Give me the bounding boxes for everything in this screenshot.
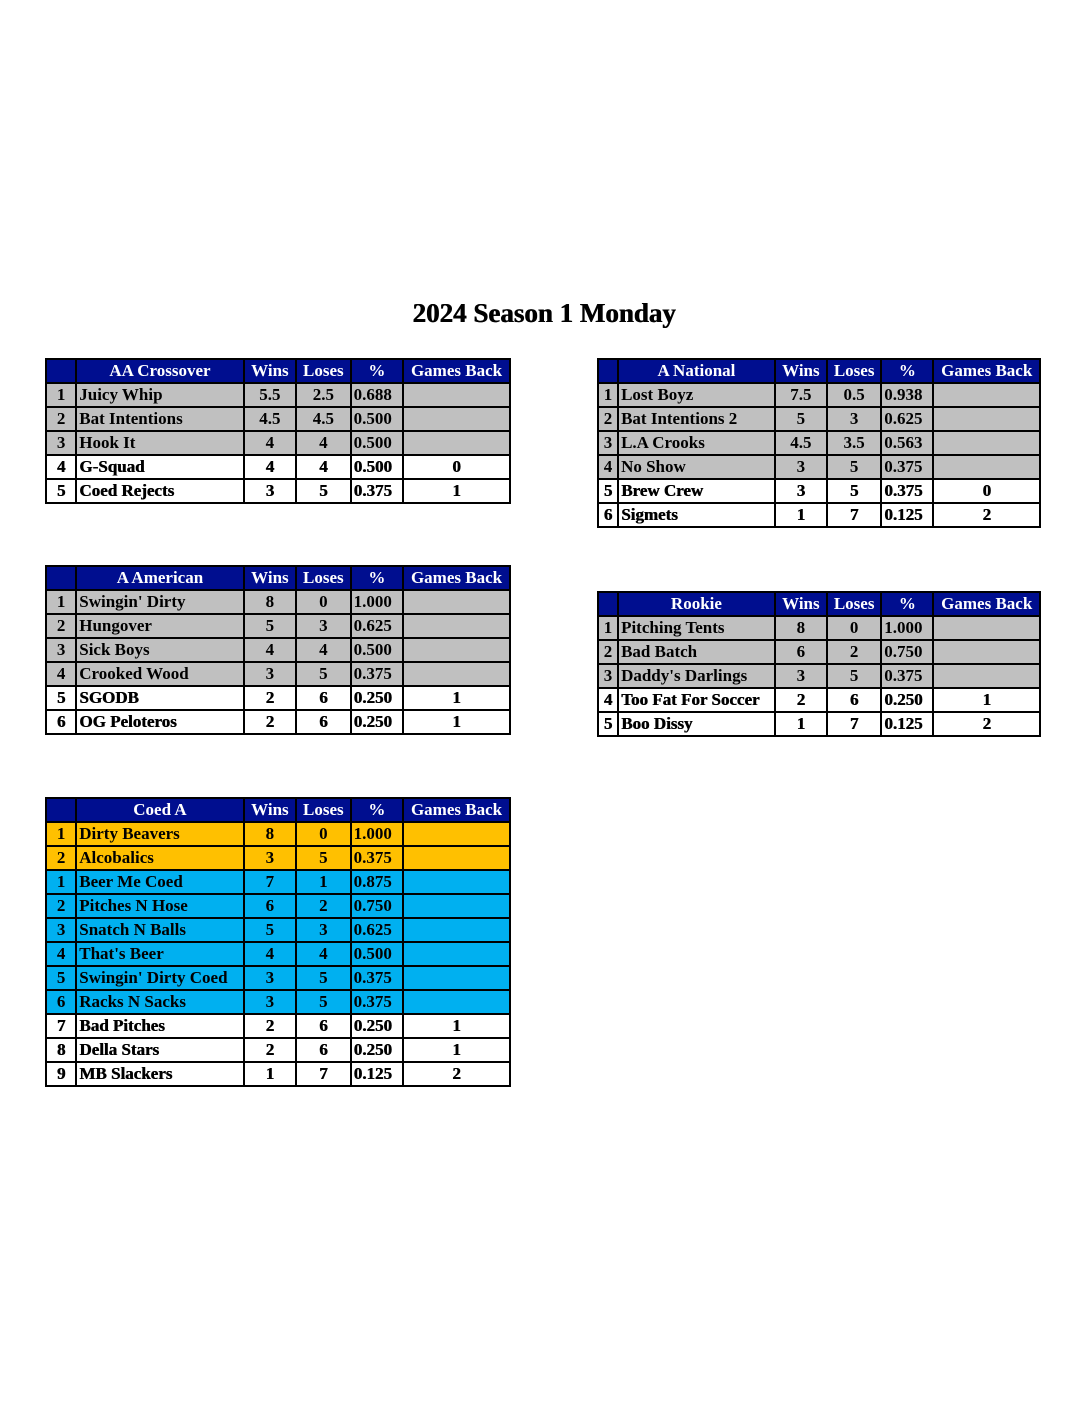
pct-cell: 0.375 <box>351 966 403 990</box>
table-row <box>598 479 1040 503</box>
pct-cell: 0.375 <box>351 479 403 503</box>
rank-cell: 1 <box>46 822 76 846</box>
pct-cell: 0.563 <box>881 431 933 455</box>
header-row <box>598 592 1040 616</box>
pct-cell: 0.500 <box>351 455 403 479</box>
pct-header: % <box>881 359 933 383</box>
pct-cell: 0.250 <box>881 688 933 712</box>
table-row <box>598 664 1040 688</box>
wins-header: Wins <box>244 566 296 590</box>
wins-cell: 3 <box>244 662 296 686</box>
rank-cell: 7 <box>46 1014 76 1038</box>
games-back-cell: 1 <box>403 710 510 734</box>
pct-cell: 1.000 <box>351 822 403 846</box>
wins-cell: 4 <box>244 638 296 662</box>
games-back-cell <box>403 662 510 686</box>
wins-cell: 2 <box>244 710 296 734</box>
games-back-cell <box>403 638 510 662</box>
wins-cell: 3 <box>775 664 827 688</box>
standings-table-coed-a <box>45 797 511 1087</box>
team-name: Swingin' Dirty <box>76 590 243 614</box>
wins-header: Wins <box>775 592 827 616</box>
pct-cell: 0.125 <box>351 1062 403 1086</box>
wins-cell: 4.5 <box>775 431 827 455</box>
loses-cell: 3 <box>296 614 350 638</box>
loses-cell: 6 <box>296 1038 350 1062</box>
loses-cell: 6 <box>827 688 881 712</box>
games-back-cell: 1 <box>933 688 1040 712</box>
rank-cell: 4 <box>46 662 76 686</box>
rank-header <box>598 359 618 383</box>
pct-cell: 1.000 <box>351 590 403 614</box>
rank-header <box>598 592 618 616</box>
division-name: A National <box>618 359 775 383</box>
team-name: Bad Pitches <box>76 1014 243 1038</box>
team-name: Dirty Beavers <box>76 822 243 846</box>
rank-cell: 1 <box>46 870 76 894</box>
table-row <box>598 431 1040 455</box>
wins-cell: 4.5 <box>244 407 296 431</box>
games-back-cell <box>933 640 1040 664</box>
table-row <box>46 846 510 870</box>
team-name: Racks N Sacks <box>76 990 243 1014</box>
wins-cell: 3 <box>775 479 827 503</box>
table-row <box>598 407 1040 431</box>
table-row <box>46 590 510 614</box>
loses-cell: 3 <box>827 407 881 431</box>
games-back-header: Games Back <box>403 798 510 822</box>
loses-cell: 7 <box>827 503 881 527</box>
pct-cell: 0.375 <box>351 846 403 870</box>
rank-cell: 1 <box>598 616 618 640</box>
wins-cell: 6 <box>775 640 827 664</box>
wins-cell: 3 <box>244 966 296 990</box>
rank-cell: 1 <box>46 590 76 614</box>
pct-cell: 0.500 <box>351 638 403 662</box>
team-name: Too Fat For Soccer <box>618 688 775 712</box>
loses-cell: 3.5 <box>827 431 881 455</box>
loses-cell: 2.5 <box>296 383 350 407</box>
loses-cell: 5 <box>827 455 881 479</box>
team-name: Lost Boyz <box>618 383 775 407</box>
wins-cell: 7 <box>244 870 296 894</box>
loses-header: Loses <box>827 592 881 616</box>
table-row <box>46 942 510 966</box>
rank-header <box>46 566 76 590</box>
games-back-cell <box>403 614 510 638</box>
loses-cell: 6 <box>296 1014 350 1038</box>
wins-cell: 1 <box>775 712 827 736</box>
rank-cell: 2 <box>598 407 618 431</box>
loses-cell: 3 <box>296 918 350 942</box>
wins-header: Wins <box>244 798 296 822</box>
division-name: Rookie <box>618 592 775 616</box>
wins-cell: 4 <box>244 942 296 966</box>
games-back-cell <box>403 918 510 942</box>
rank-cell: 5 <box>598 479 618 503</box>
page-title: 2024 Season 1 Monday <box>412 298 676 328</box>
games-back-header: Games Back <box>403 359 510 383</box>
loses-cell: 7 <box>827 712 881 736</box>
pct-cell: 0.500 <box>351 407 403 431</box>
games-back-cell <box>933 383 1040 407</box>
wins-cell: 8 <box>775 616 827 640</box>
table-row <box>46 990 510 1014</box>
games-back-cell <box>403 894 510 918</box>
games-back-cell <box>403 383 510 407</box>
pct-cell: 0.375 <box>881 479 933 503</box>
pct-cell: 0.125 <box>881 503 933 527</box>
pct-cell: 0.250 <box>351 710 403 734</box>
table-row <box>46 822 510 846</box>
wins-cell: 8 <box>244 822 296 846</box>
table-row <box>598 712 1040 736</box>
rank-cell: 8 <box>46 1038 76 1062</box>
loses-cell: 0 <box>296 822 350 846</box>
table-row <box>46 686 510 710</box>
games-back-header: Games Back <box>933 592 1040 616</box>
team-name: OG Peloteros <box>76 710 243 734</box>
loses-cell: 5 <box>296 990 350 1014</box>
table-row <box>46 638 510 662</box>
team-name: Bad Batch <box>618 640 775 664</box>
games-back-cell <box>933 664 1040 688</box>
rank-cell: 3 <box>46 638 76 662</box>
pct-cell: 0.250 <box>351 1014 403 1038</box>
rank-cell: 2 <box>46 407 76 431</box>
games-back-cell <box>403 870 510 894</box>
wins-cell: 5 <box>775 407 827 431</box>
table-row <box>46 455 510 479</box>
standings-table-a-national <box>597 358 1041 528</box>
table-row <box>46 1014 510 1038</box>
games-back-cell: 2 <box>933 503 1040 527</box>
team-name: Swingin' Dirty Coed <box>76 966 243 990</box>
pct-cell: 0.250 <box>351 1038 403 1062</box>
wins-cell: 3 <box>244 990 296 1014</box>
pct-cell: 0.688 <box>351 383 403 407</box>
table-row <box>46 662 510 686</box>
rank-cell: 6 <box>46 710 76 734</box>
rank-cell: 2 <box>46 614 76 638</box>
team-name: Della Stars <box>76 1038 243 1062</box>
rank-cell: 1 <box>598 383 618 407</box>
loses-cell: 5 <box>827 664 881 688</box>
rank-cell: 3 <box>46 918 76 942</box>
rank-cell: 4 <box>598 455 618 479</box>
header-row <box>598 359 1040 383</box>
wins-cell: 2 <box>244 1014 296 1038</box>
team-name: Beer Me Coed <box>76 870 243 894</box>
team-name: Coed Rejects <box>76 479 243 503</box>
loses-header: Loses <box>296 566 350 590</box>
pct-cell: 0.625 <box>351 614 403 638</box>
games-back-cell <box>403 966 510 990</box>
loses-cell: 4 <box>296 638 350 662</box>
team-name: Pitching Tents <box>618 616 775 640</box>
wins-cell: 1 <box>244 1062 296 1086</box>
pct-cell: 0.375 <box>881 664 933 688</box>
games-back-cell <box>403 407 510 431</box>
pct-cell: 0.750 <box>351 894 403 918</box>
wins-cell: 8 <box>244 590 296 614</box>
table-row <box>46 710 510 734</box>
wins-cell: 3 <box>244 479 296 503</box>
games-back-cell: 2 <box>403 1062 510 1086</box>
team-name: G-Squad <box>76 455 243 479</box>
pct-cell: 0.125 <box>881 712 933 736</box>
pct-cell: 0.375 <box>351 990 403 1014</box>
team-name: No Show <box>618 455 775 479</box>
team-name: Bat Intentions 2 <box>618 407 775 431</box>
games-back-cell <box>933 431 1040 455</box>
games-back-cell <box>403 990 510 1014</box>
loses-header: Loses <box>827 359 881 383</box>
wins-cell: 4 <box>244 431 296 455</box>
team-name: SGODB <box>76 686 243 710</box>
table-row <box>46 966 510 990</box>
games-back-cell <box>403 822 510 846</box>
team-name: Hungover <box>76 614 243 638</box>
table-row <box>46 870 510 894</box>
games-back-cell <box>933 455 1040 479</box>
wins-cell: 3 <box>244 846 296 870</box>
rank-cell: 5 <box>46 966 76 990</box>
rank-cell: 5 <box>46 479 76 503</box>
pct-cell: 0.375 <box>881 455 933 479</box>
table-row <box>46 479 510 503</box>
team-name: Pitches N Hose <box>76 894 243 918</box>
division-name: Coed A <box>76 798 243 822</box>
loses-cell: 5 <box>827 479 881 503</box>
wins-cell: 7.5 <box>775 383 827 407</box>
rank-cell: 5 <box>46 686 76 710</box>
table-row <box>46 431 510 455</box>
team-name: Boo Dissy <box>618 712 775 736</box>
loses-cell: 6 <box>296 710 350 734</box>
pct-cell: 0.875 <box>351 870 403 894</box>
rank-cell: 6 <box>46 990 76 1014</box>
games-back-cell <box>403 431 510 455</box>
pct-cell: 0.625 <box>881 407 933 431</box>
table-row <box>46 918 510 942</box>
rank-cell: 2 <box>46 846 76 870</box>
team-name: Brew Crew <box>618 479 775 503</box>
standings-table-rookie <box>597 591 1041 737</box>
wins-cell: 1 <box>775 503 827 527</box>
pct-cell: 0.375 <box>351 662 403 686</box>
loses-cell: 0 <box>296 590 350 614</box>
pct-cell: 1.000 <box>881 616 933 640</box>
team-name: L.A Crooks <box>618 431 775 455</box>
pct-cell: 0.500 <box>351 942 403 966</box>
games-back-cell <box>403 590 510 614</box>
games-back-cell <box>403 942 510 966</box>
wins-cell: 2 <box>244 686 296 710</box>
rank-cell: 1 <box>46 383 76 407</box>
division-name: AA Crossover <box>76 359 243 383</box>
table-row <box>598 503 1040 527</box>
loses-cell: 1 <box>296 870 350 894</box>
loses-cell: 6 <box>296 686 350 710</box>
loses-cell: 2 <box>296 894 350 918</box>
table-row <box>598 688 1040 712</box>
loses-cell: 5 <box>296 479 350 503</box>
rank-cell: 4 <box>598 688 618 712</box>
rank-cell: 3 <box>46 431 76 455</box>
loses-cell: 0 <box>827 616 881 640</box>
rank-cell: 2 <box>46 894 76 918</box>
games-back-cell <box>933 616 1040 640</box>
loses-cell: 7 <box>296 1062 350 1086</box>
loses-cell: 0.5 <box>827 383 881 407</box>
wins-cell: 5 <box>244 614 296 638</box>
pct-header: % <box>351 798 403 822</box>
games-back-cell: 0 <box>933 479 1040 503</box>
wins-header: Wins <box>244 359 296 383</box>
team-name: Alcobalics <box>76 846 243 870</box>
header-row <box>46 566 510 590</box>
header-row <box>46 798 510 822</box>
team-name: Daddy's Darlings <box>618 664 775 688</box>
team-name: That's Beer <box>76 942 243 966</box>
team-name: Sick Boys <box>76 638 243 662</box>
pct-cell: 0.250 <box>351 686 403 710</box>
games-back-cell: 1 <box>403 1014 510 1038</box>
table-row <box>46 894 510 918</box>
wins-cell: 3 <box>775 455 827 479</box>
rank-cell: 4 <box>46 455 76 479</box>
rank-cell: 4 <box>46 942 76 966</box>
rank-cell: 6 <box>598 503 618 527</box>
rank-cell: 3 <box>598 431 618 455</box>
games-back-cell: 0 <box>403 455 510 479</box>
games-back-cell <box>403 846 510 870</box>
pct-header: % <box>351 566 403 590</box>
games-back-cell: 1 <box>403 686 510 710</box>
wins-cell: 2 <box>775 688 827 712</box>
table-row <box>46 383 510 407</box>
table-row <box>598 616 1040 640</box>
games-back-header: Games Back <box>933 359 1040 383</box>
wins-cell: 2 <box>244 1038 296 1062</box>
standings-table-a-american <box>45 565 511 735</box>
table-row <box>46 614 510 638</box>
header-row <box>46 359 510 383</box>
loses-cell: 4 <box>296 942 350 966</box>
pct-cell: 0.500 <box>351 431 403 455</box>
wins-cell: 4 <box>244 455 296 479</box>
table-row <box>598 640 1040 664</box>
team-name: Snatch N Balls <box>76 918 243 942</box>
team-name: Sigmets <box>618 503 775 527</box>
team-name: Bat Intentions <box>76 407 243 431</box>
games-back-cell <box>933 407 1040 431</box>
games-back-header: Games Back <box>403 566 510 590</box>
team-name: Juicy Whip <box>76 383 243 407</box>
rank-header <box>46 798 76 822</box>
division-name: A American <box>76 566 243 590</box>
table-row <box>46 1038 510 1062</box>
wins-cell: 6 <box>244 894 296 918</box>
table-row <box>46 1062 510 1086</box>
table-row <box>46 407 510 431</box>
loses-cell: 2 <box>827 640 881 664</box>
games-back-cell: 2 <box>933 712 1040 736</box>
table-row <box>598 383 1040 407</box>
pct-cell: 0.625 <box>351 918 403 942</box>
pct-header: % <box>351 359 403 383</box>
loses-cell: 4 <box>296 431 350 455</box>
standings-table-aa-crossover <box>45 358 511 504</box>
wins-cell: 5.5 <box>244 383 296 407</box>
team-name: Crooked Wood <box>76 662 243 686</box>
wins-header: Wins <box>775 359 827 383</box>
pct-header: % <box>881 592 933 616</box>
games-back-cell: 1 <box>403 479 510 503</box>
loses-header: Loses <box>296 359 350 383</box>
loses-cell: 5 <box>296 966 350 990</box>
pct-cell: 0.750 <box>881 640 933 664</box>
loses-cell: 5 <box>296 846 350 870</box>
team-name: Hook It <box>76 431 243 455</box>
loses-cell: 4.5 <box>296 407 350 431</box>
loses-cell: 4 <box>296 455 350 479</box>
loses-header: Loses <box>296 798 350 822</box>
games-back-cell: 1 <box>403 1038 510 1062</box>
loses-cell: 5 <box>296 662 350 686</box>
rank-cell: 9 <box>46 1062 76 1086</box>
table-row <box>598 455 1040 479</box>
rank-cell: 3 <box>598 664 618 688</box>
rank-cell: 2 <box>598 640 618 664</box>
team-name: MB Slackers <box>76 1062 243 1086</box>
wins-cell: 5 <box>244 918 296 942</box>
rank-header <box>46 359 76 383</box>
pct-cell: 0.938 <box>881 383 933 407</box>
rank-cell: 5 <box>598 712 618 736</box>
